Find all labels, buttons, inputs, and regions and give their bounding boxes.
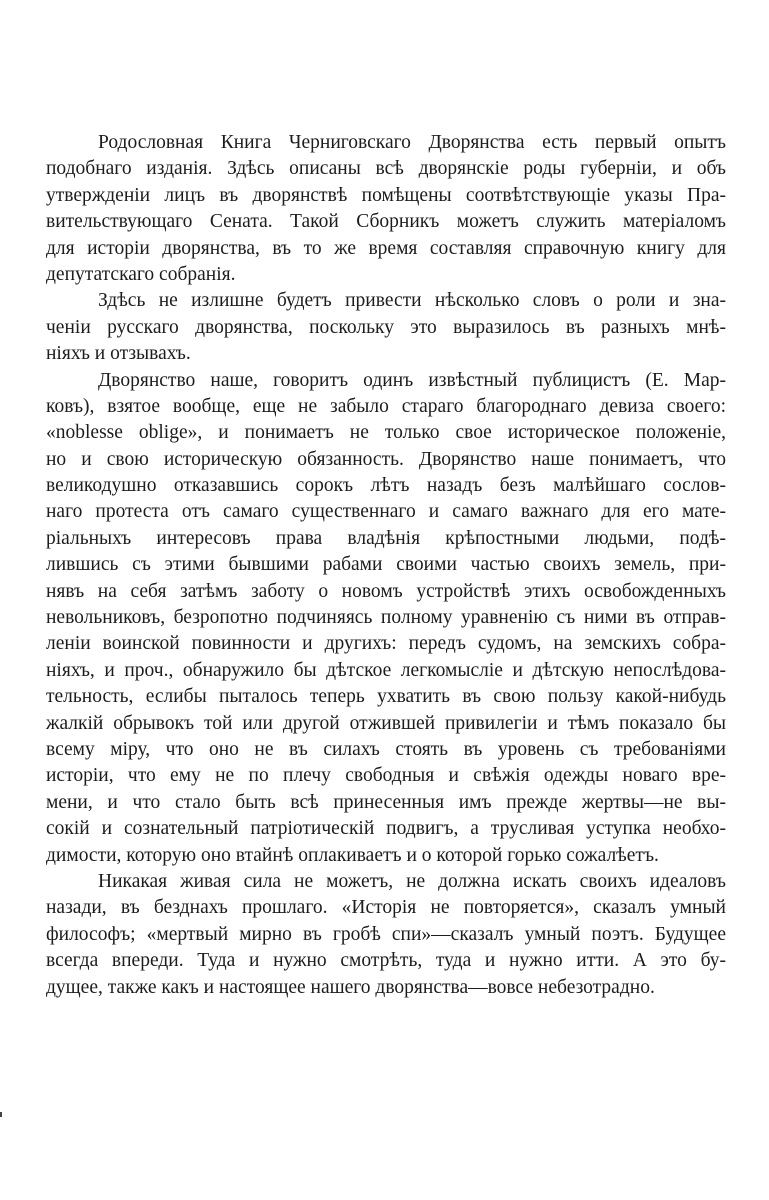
text-line: назади, въ безднахъ прошлаго. «Исторія не повторяется», сказалъ умный xyxy=(46,897,726,919)
paragraph xyxy=(46,130,726,288)
text-line: вительствующаго Сената. Такой Сборникъ можетъ служить матеріаломъ xyxy=(46,211,726,233)
text-line: лившись съ этими бывшими рабами своими частью своихъ земель, при- xyxy=(46,554,726,576)
text-line: великодушно отказавшись сорокъ лѣтъ назадъ безъ малѣйшаго сослов- xyxy=(46,475,726,497)
text-line: ченіи русскаго дворянства, поскольку это выразилось въ разныхъ мнѣ- xyxy=(46,316,726,338)
text-line: сокій и сознательный патріотическій подвигъ, а трусливая уступка необхо- xyxy=(46,818,726,840)
text-line: невольниковъ, безропотно подчиняясь полному уравненію съ ними въ отправ- xyxy=(46,607,726,629)
text-line: тельность, еслибы пыталось теперь ухватить въ свою пользу какой-нибудь xyxy=(46,686,726,708)
text-line: леніи воинской повинности и другихъ: передъ судомъ, на земскихъ собра- xyxy=(46,633,726,655)
text-line: Дворянство наше, говоритъ одинъ извѣстный публицистъ (Е. Мар- xyxy=(98,369,726,391)
text-line: Никакая живая сила не можетъ, не должна искать своихъ идеаловъ xyxy=(98,870,726,892)
text-line: нявъ на себя затѣмъ заботу о новомъ устройствѣ этихъ освобожденныхъ xyxy=(46,580,726,602)
text-line: подобнаго изданія. Здѣсь описаны всѣ дворянскіе роды губерніи, и объ xyxy=(46,158,726,180)
text-line: но и свою историческую обязанность. Дворянство наше понимаетъ, что xyxy=(46,448,726,470)
text-line: философъ; «мертвый мирно въ гробѣ спи»—сказалъ умный поэтъ. Будущее xyxy=(46,923,726,945)
text-line: жалкій обрывокъ той или другой отжившей привилегіи и тѣмъ показало бы xyxy=(46,712,726,734)
paragraph xyxy=(46,288,726,367)
page-edge-mark xyxy=(0,1112,2,1117)
text-line: исторіи, что ему не по плечу свободныя и свѣжія одежды новаго вре- xyxy=(46,765,726,787)
text-line: дущее, также какъ и настоящее нашего дворянства—вовсе небезотрадно. xyxy=(46,976,655,998)
document-body xyxy=(46,130,726,1001)
text-line: наго протеста отъ самаго существеннаго и самаго важнаго для его мате- xyxy=(46,501,726,523)
text-line: ніяхъ и отзывахъ. xyxy=(46,343,191,365)
paragraph xyxy=(46,368,726,869)
text-line: ковъ), взятое вообще, еще не забыло стараго благороднаго девиза своего: xyxy=(46,395,726,417)
text-line: ріальныхъ интересовъ права владѣнія крѣпостными людьми, подѣ- xyxy=(46,527,726,549)
document-page xyxy=(46,130,726,1001)
text-line: утвержденіи лицъ въ дворянствѣ помѣщены соотвѣтствующіе указы Пра- xyxy=(46,184,726,206)
text-line: «noblesse oblige», и понимаетъ не только свое историческое положеніе, xyxy=(46,422,726,444)
text-line: ніяхъ, и проч., обнаружило бы дѣтское легкомысліе и дѣтскую непослѣдова- xyxy=(46,659,726,681)
text-line: димости, которую оно втайнѣ оплакиваетъ и о которой горько сожалѣетъ. xyxy=(46,844,659,866)
text-line: для исторіи дворянства, въ то же время составляя справочную книгу для xyxy=(46,237,726,259)
text-line: депутатскаго собранія. xyxy=(46,263,236,285)
text-line: всему міру, что оно не въ силахъ стоять въ уровень съ требованіями xyxy=(46,738,726,760)
paragraph xyxy=(46,869,726,1001)
text-line: Родословная Книга Черниговскаго Дворянства есть первый опытъ xyxy=(98,132,726,153)
text-line: всегда впереди. Туда и нужно смотрѣть, туда и нужно итти. А это бу- xyxy=(46,950,726,972)
text-line: Здѣсь не излишне будетъ привести нѣсколько словъ о роли и зна- xyxy=(98,290,726,312)
text-line: мени, и что стало быть всѣ принесенныя имъ прежде жертвы—не вы- xyxy=(46,791,726,813)
